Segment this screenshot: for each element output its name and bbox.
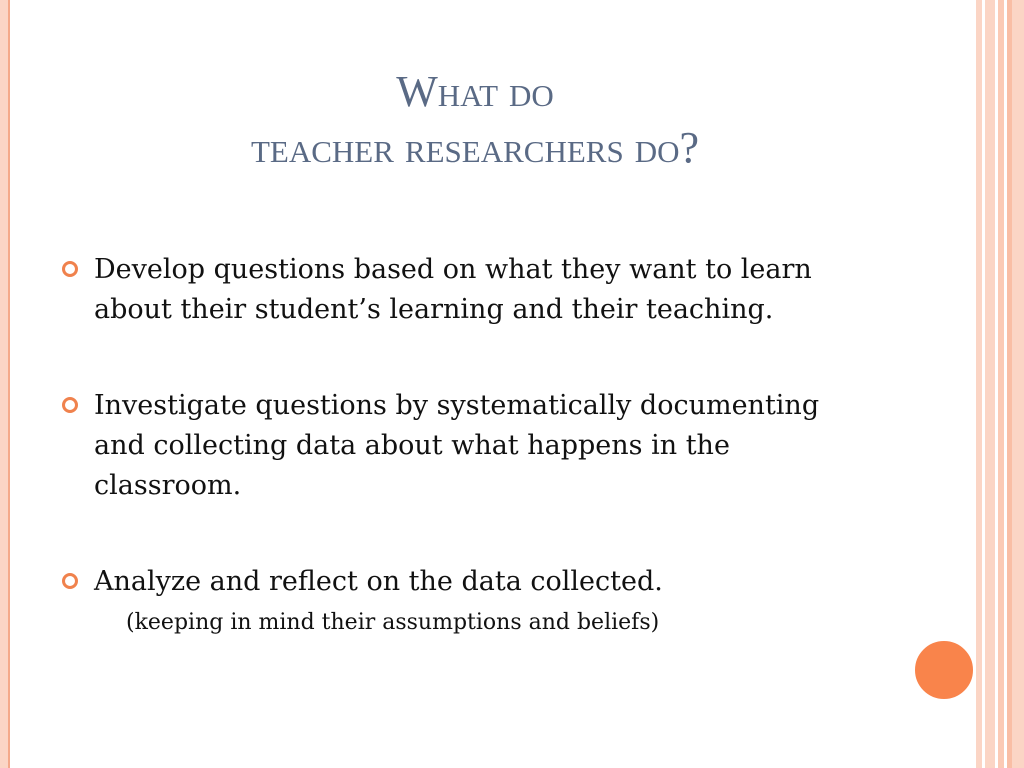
left-border-line [8, 0, 10, 768]
bullet-text: Analyze and reflect on the data collected. [94, 566, 663, 597]
bullet-item [62, 250, 862, 330]
sub-note: (keeping in mind their assumptions and beliefs) [126, 610, 660, 635]
bullet-item [62, 386, 862, 506]
slide-title [80, 64, 870, 176]
right-stripes [976, 0, 1024, 768]
bullet-list [62, 250, 862, 638]
bullet-text: Investigate questions by systematically documenting and collecting data about what happens in the classroom. [94, 390, 820, 501]
stripe [985, 0, 995, 768]
bullet-ring-icon [62, 261, 78, 277]
bullet-ring-icon [62, 573, 78, 589]
left-border [0, 0, 8, 768]
bullet-ring-icon [62, 397, 78, 413]
title-line-2: teacher researchers do? [250, 123, 699, 172]
title-line-1: What do [396, 67, 554, 116]
bullet-item [62, 562, 862, 602]
stripe [1012, 0, 1024, 768]
decorative-circle [913, 639, 975, 701]
bullet-text: Develop questions based on what they want to learn about their student’s learning and their teaching. [94, 254, 812, 325]
